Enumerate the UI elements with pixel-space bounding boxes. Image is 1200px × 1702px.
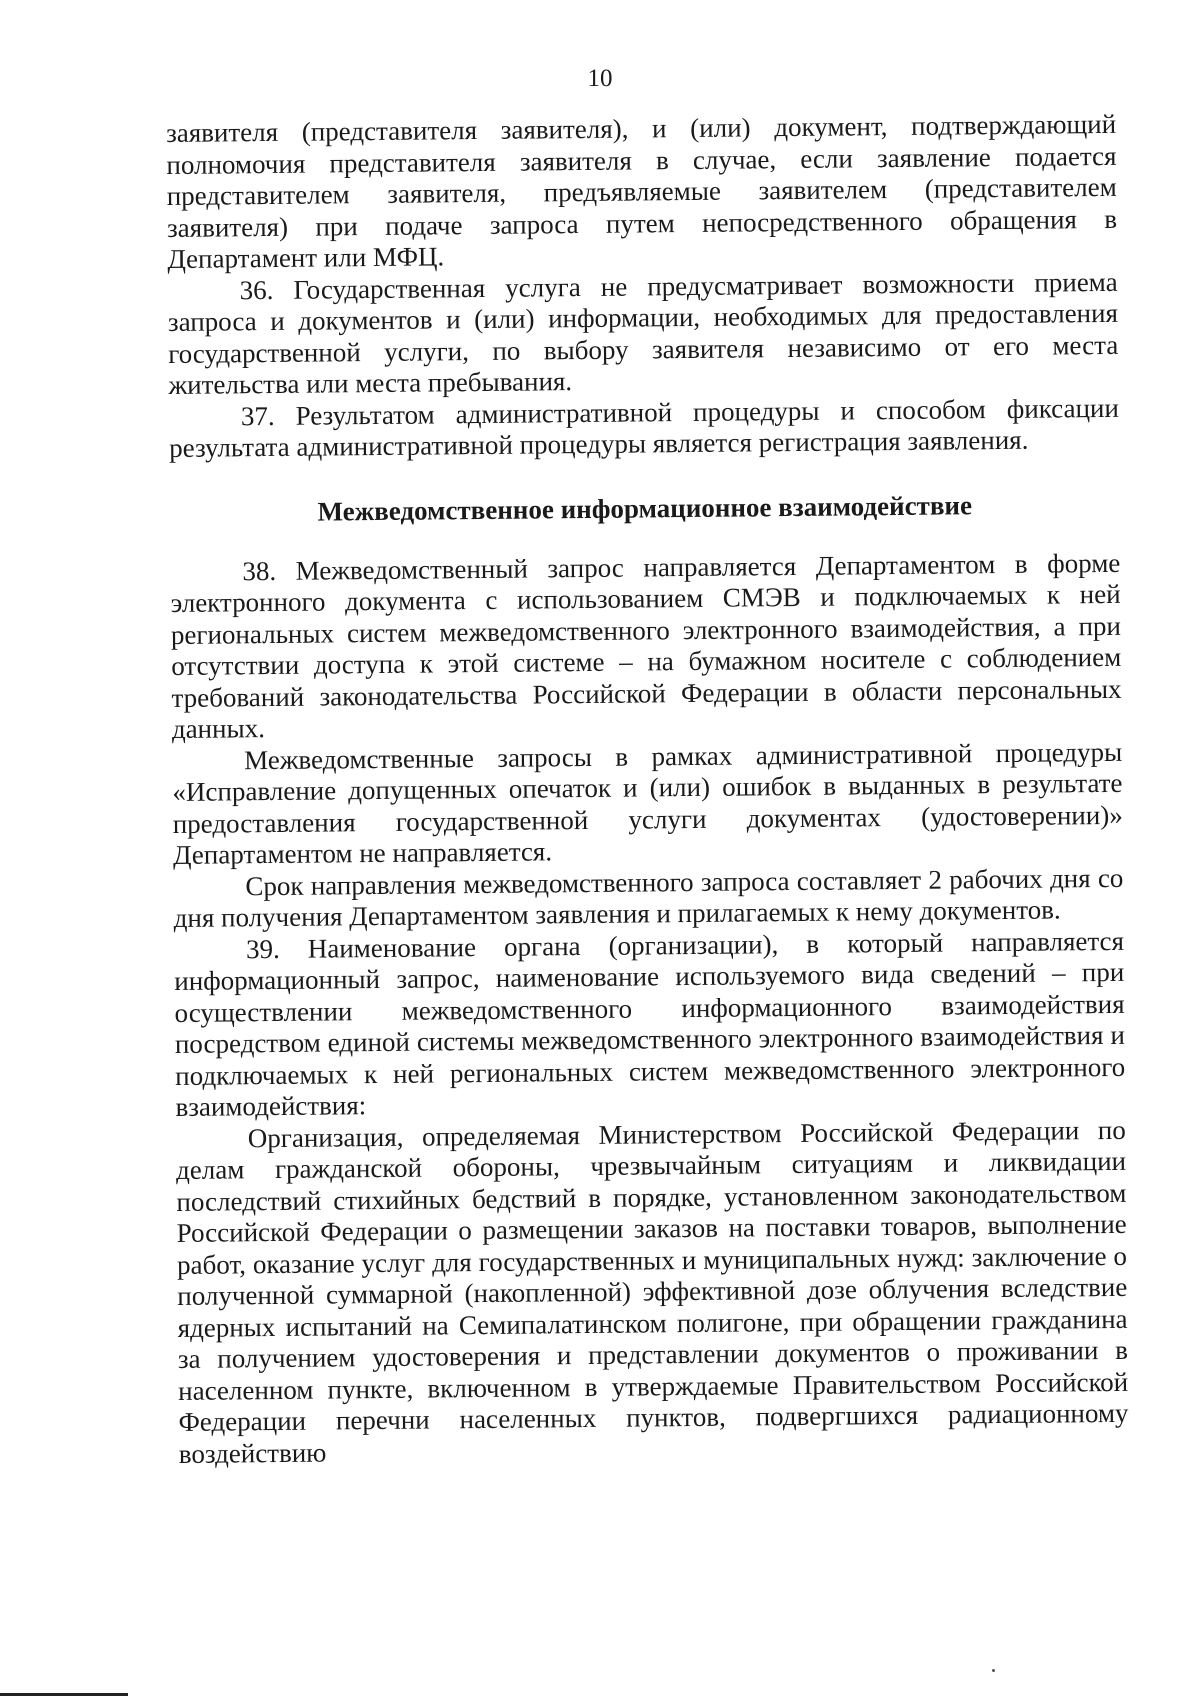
section-heading: Межведомственное информационное взаимодействие — [317, 489, 973, 527]
page-number: 10 — [587, 65, 613, 92]
paragraph-36: 36. Государственная услуга не предусматривает возможности приема запроса и документов и (или) информации, необходимых для предоставления государственной услуги, по выбору заявителя независимо от его места жительства или места пребывания. — [167, 266, 1119, 400]
paragraph-39-organization: Организация, определяемая Министерством Российской Федерации по делам гражданской обороны, чрезвычайным ситуациям и ликвидации последствий стихийных бедствий в порядке, установленном законодательством Российской Федерации о размещении заказов на поставки товаров, выполнение работ, оказание услуг для государственных и муниципальных нужд: заключение о полученной суммарной (накопленной) эффективной дозе облучения вследствие ядерных испытаний на Семипалатинском полигоне, при обращении гражданина за получением удостоверения и представлении документов о проживании в населенном пункте, включенном в утверждаемые Правительством Российской Федерации перечни населенных пунктов, подвергшихся радиационному воздействию — [175, 1114, 1129, 1469]
paragraph-continuation: заявителя (представителя заявителя), и (или) документ, подтверждающий полномочия представителя заявителя в случае, если заявление подается представителем заявителя, предъявляемые заявителем (представителем заявителя) при подаче запроса путем непосредственного обращения в Департамент или МФЦ. — [166, 108, 1118, 274]
paragraph-38-requests: Межведомственные запросы в рамках административной процедуры «Исправление допущенных опечаток и (или) ошибок в выданных в результате предоставления государственной услуги документах (удостоверении)» Департаментом не направляется. — [172, 736, 1123, 870]
scan-edge-line — [0, 1693, 128, 1696]
scan-speck — [992, 1669, 995, 1672]
paragraph-38-term: Срок направления межведомственного запроса составляет 2 рабочих дня со дня получения Департаментом заявления и прилагаемых к нему документов. — [173, 862, 1124, 933]
paragraph-38: 38. Межведомственный запрос направляется Департаментом в форме электронного документа с использованием СМЭВ и подключаемых к ней региональных систем межведомственного электронного взаимодействия, а при отсутствии доступа к этой системе – на бумажном носителе с соблюдением требований законодательства Российской Федерации в области персональных данных. — [170, 547, 1122, 744]
document-body — [166, 109, 1129, 1470]
paragraph-39: 39. Наименование органа (организации), в который направляется информационный запрос, наименование используемого вида сведений – при осуществлении межведомственного информационного взаимодействия посредством единой системы межведомственного электронного взаимодействия и подключаемых к ней региональных систем межведомственного электронного взаимодействия: — [174, 925, 1126, 1122]
paragraph-37: 37. Результатом административной процедуры и способом фиксации результата административной процедуры является регистрация заявления. — [169, 392, 1119, 463]
